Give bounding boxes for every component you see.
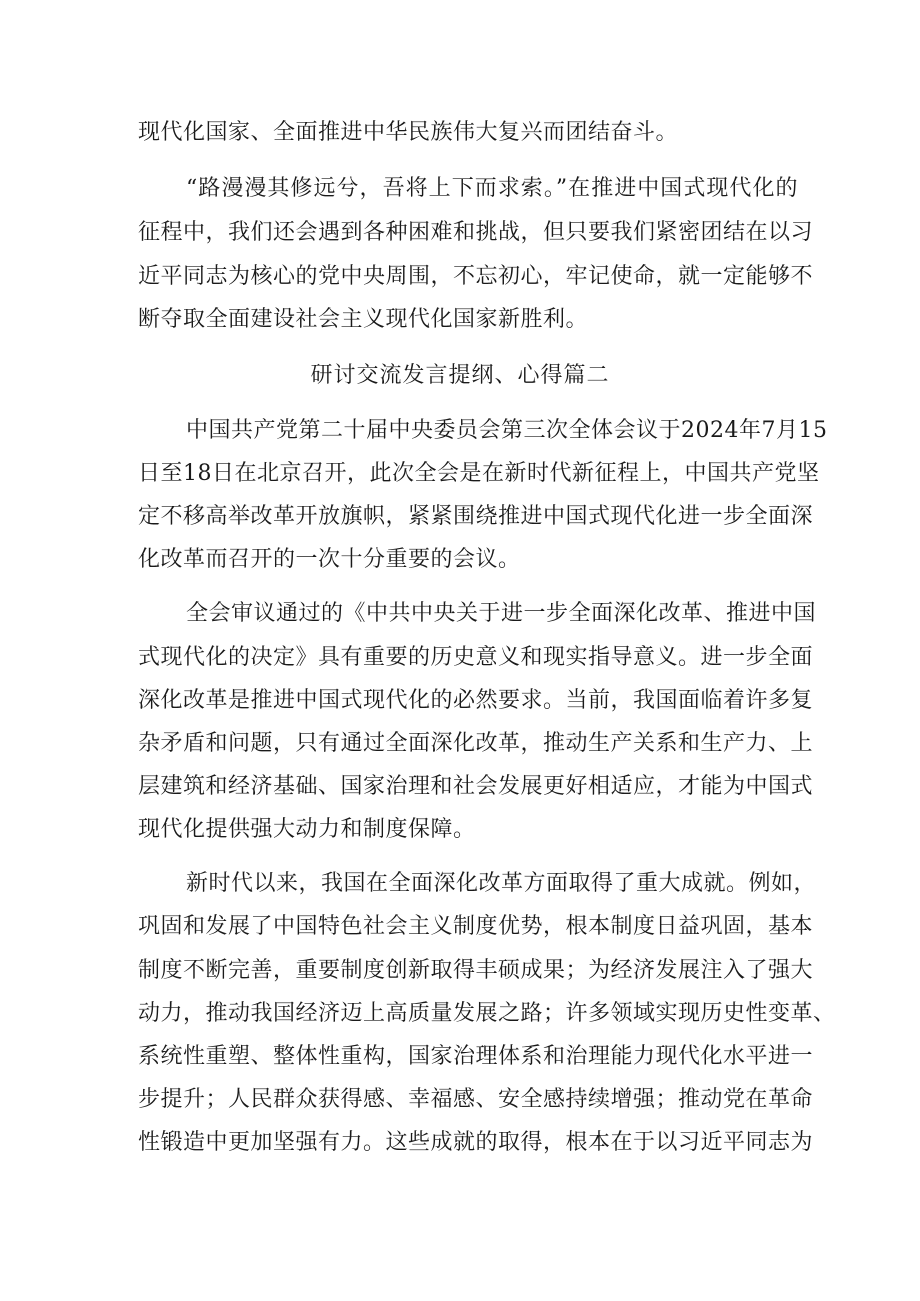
paragraph-line: 系统性重塑、整体性重构，国家治理体系和治理能力现代化水平进一 <box>138 1044 814 1069</box>
paragraph-line: 式现代化的决定》具有重要的历史意义和现实指导意义。进一步全面 <box>138 645 814 670</box>
paragraph-line: 现代化提供强大动力和制度保障。 <box>138 817 476 842</box>
paragraph-line: “路漫漫其修远兮，吾将上下而求索。”在推进中国式现代化的 <box>186 176 798 201</box>
paragraph-line: 定不移高举改革开放旗帜，紧紧围绕推进中国式现代化进一步全面深 <box>138 504 814 529</box>
section-heading: 研讨交流发言提纲、心得篇二 <box>310 363 610 388</box>
paragraph-line: 层建筑和经济基础、国家治理和社会发展更好相适应，才能为中国式 <box>138 774 814 799</box>
paragraph-line: 巩固和发展了中国特色社会主义制度优势，根本制度日益巩固，基本 <box>138 914 814 939</box>
paragraph-line: 近平同志为核心的党中央周围，不忘初心，牢记使命，就一定能够不 <box>138 264 814 289</box>
paragraph-line: 化改革而召开的一次十分重要的会议。 <box>138 547 521 572</box>
paragraph-line: 全会审议通过的《中共中央关于进一步全面深化改革、推进中国 <box>186 601 817 626</box>
paragraph-line: 断夺取全面建设社会主义现代化国家新胜利。 <box>138 307 589 332</box>
paragraph-line: 新时代以来，我国在全面深化改革方面取得了重大成就。例如， <box>186 871 817 896</box>
paragraph-line: 性锻造中更加坚强有力。这些成就的取得，根本在于以习近平同志为 <box>138 1130 814 1155</box>
paragraph-line: 日至18日在北京召开，此次全会是在新时代新征程上，中国共产党坚 <box>138 461 820 486</box>
paragraph-line: 制度不断完善，重要制度创新取得丰硕成果；为经济发展注入了强大 <box>138 958 814 983</box>
paragraph-line: 中国共产党第二十届中央委员会第三次全体会议于2024年7月15 <box>186 418 828 443</box>
paragraph-line: 现代化国家、全面推进中华民族伟大复兴而团结奋斗。 <box>138 120 679 145</box>
paragraph-line: 深化改革是推进中国式现代化的必然要求。当前，我国面临着许多复 <box>138 688 814 713</box>
paragraph-line: 动力，推动我国经济迈上高质量发展之路；许多领域实现历史性变革、 <box>138 1001 836 1026</box>
paragraph-line: 杂矛盾和问题，只有通过全面深化改革，推动生产关系和生产力、上 <box>138 731 814 756</box>
paragraph-line: 步提升；人民群众获得感、幸福感、安全感持续增强；推动党在革命 <box>138 1087 814 1112</box>
paragraph-line: 征程中，我们还会遇到各种困难和挑战，但只要我们紧密团结在以习 <box>138 220 814 245</box>
